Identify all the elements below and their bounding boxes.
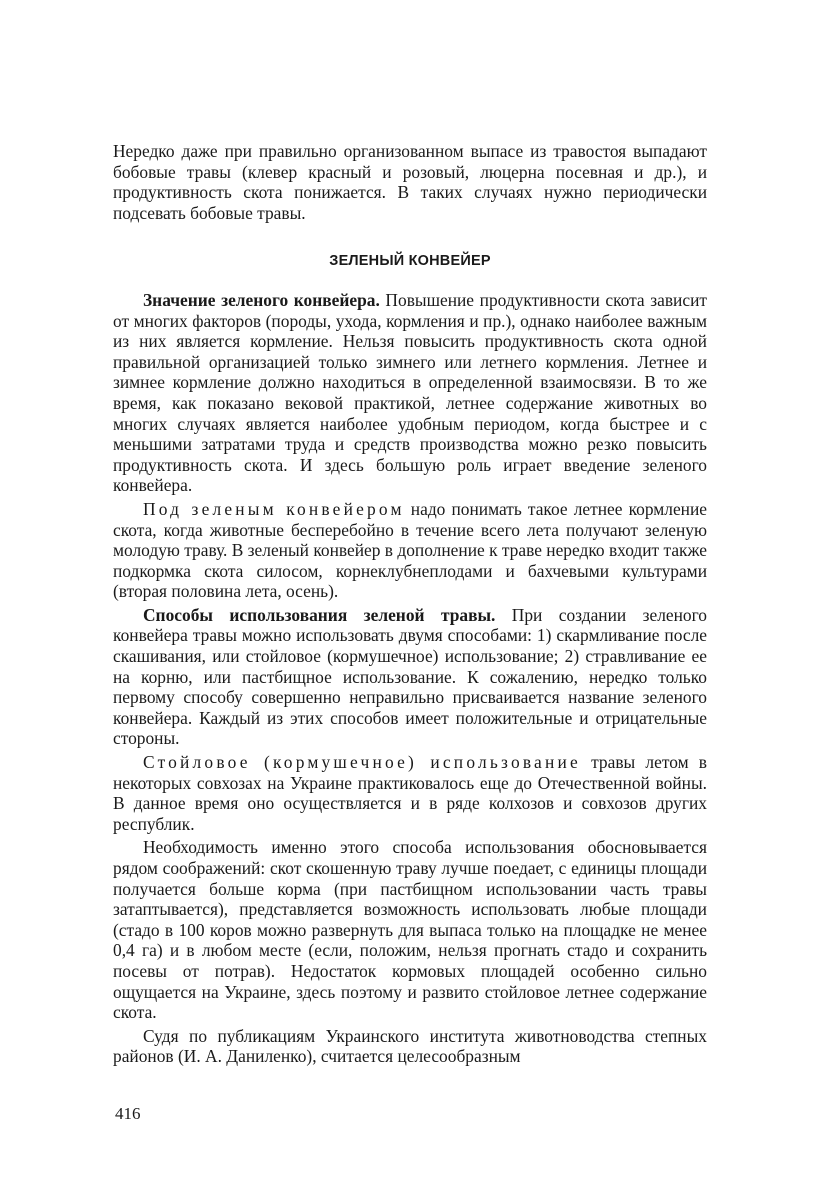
paragraph-publications	[113, 1026, 707, 1067]
paragraph-body: При создании зеленого конвейера травы можно использовать двумя способами: 1) скармливание после скашивания, или стойловое (кормушечное) использование; 2) стравливание ее на корню, или пастбищное использование. К сожалению, нередко только первому способу совершенно неправильно присваивается название зеленого конвейера. Каждый из этих способов имеет положительные и отрицательные стороны.	[113, 604, 707, 749]
page-number: 416	[115, 1104, 141, 1123]
paragraph-definition	[113, 499, 707, 602]
paragraph-body: Повышение продуктивности скота зависит от многих факторов (породы, ухода, кормления и пр.), однако наиболее важным из них является кормление. Нельзя повысить продуктивность скота одной правильной организацией только зимнего или летнего кормления. Летнее и зимнее кормление должно находиться в определенной взаимосвязи. В то же время, как показано вековой практикой, летнее содержание животных во многих случаях является наиболее удобным периодом, когда быстрее и с меньшими затратами труда и средств производства можно резко повысить продуктивность скота. И здесь большую роль играет введение зеленого конвейера.	[113, 289, 707, 496]
section-heading: ЗЕЛЕНЫЙ КОНВЕЙЕР	[329, 253, 491, 270]
intro-paragraph	[113, 141, 707, 223]
page-text-column	[113, 141, 707, 1067]
paragraph-lead: Значение зеленого конвейера.	[143, 289, 380, 310]
paragraph-lead: Способы использования зеленой травы.	[143, 604, 496, 625]
paragraph-stall-use	[113, 752, 707, 834]
paragraph-significance	[113, 290, 707, 496]
paragraph-justification	[113, 837, 707, 1022]
paragraph-body: травы летом в некоторых совхозах на Украине практиковалось еще до Отечественной войны. В данное время оно осуществляется и в ряде колхозов и совхозов других республик.	[113, 752, 707, 834]
paragraph-body: Судя по публикациям Украинского института животноводства степных районов (И. А. Даниленко), считается целесообразным	[113, 1025, 707, 1067]
paragraph-spaced-term: Под зеленым конвейером	[143, 498, 405, 519]
paragraph-body: надо понимать такое летнее кормление скота, когда животные бесперебойно в течение всего лета получают зеленую молодую траву. В зеленый конвейер в дополнение к траве нередко входит также подкормка скота силосом, корнеклубнеплодами и бахчевыми культурами (вторая половина лета, осень).	[113, 498, 707, 602]
paragraph-spaced-term: Стойловое (кормушечное) использование	[143, 752, 581, 773]
paragraph-body: Необходимость именно этого способа использования обосновывается рядом соображений: скот скошенную траву лучше поедает, с единицы площади получается больше корма (при пастбищном использовании часть травы затаптывается), представляется возможность использовать любые площади (стадо в 100 коров можно развернуть для выпаса только на площадке не менее 0,4 га) и в любом месте (если, положим, нельзя прогнать стадо и сохранить посевы от потрав). Недостаток кормовых площадей особенно сильно ощущается на Украине, здесь поэтому и развито стойловое летнее содержание скота.	[113, 837, 707, 1023]
paragraph-methods	[113, 605, 707, 749]
intro-paragraph-text: Нередко даже при правильно организованном выпасе из травостоя выпадают бобовые травы (клевер красный и розовый, люцерна посевная и др.), и продуктивность скота понижается. В таких случаях нужно периодически подсевать бобовые травы.	[113, 141, 707, 223]
